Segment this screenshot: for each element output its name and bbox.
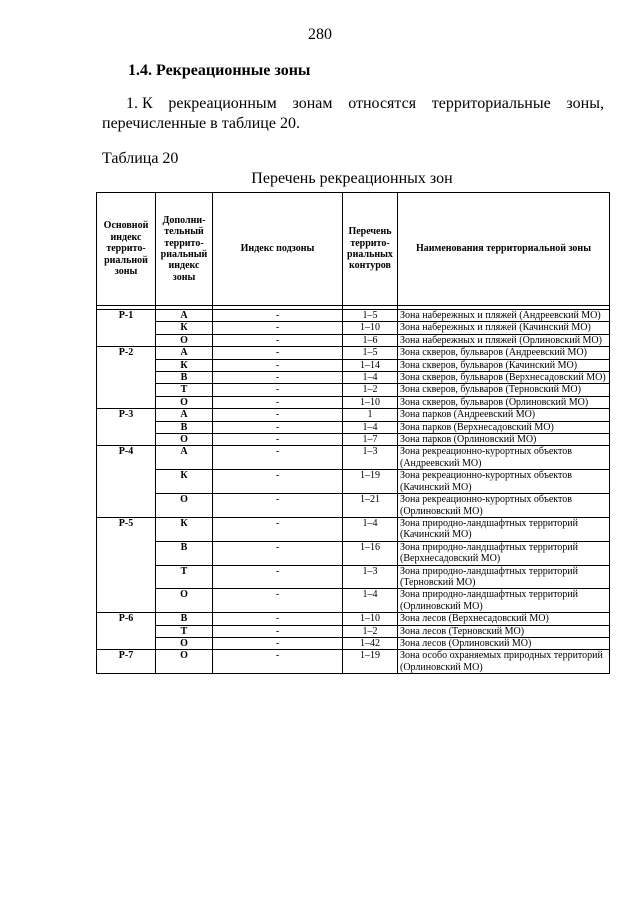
- subzone-index-cell: -: [213, 434, 343, 446]
- table-row: [97, 347, 610, 359]
- subzone-index-cell: -: [213, 565, 343, 589]
- main-index-cell: Р-2: [97, 347, 156, 409]
- table-row: [97, 334, 610, 346]
- zone-name-cell: Зона природно-ландшафтных территорий (Терновский МО): [398, 565, 610, 589]
- zone-name-cell: Зона природно-ландшафтных территорий (Верхнесадовский МО): [398, 541, 610, 565]
- table-row: [97, 470, 610, 494]
- table-row: [97, 494, 610, 518]
- additional-index-cell: К: [156, 359, 213, 371]
- subzone-index-cell: -: [213, 613, 343, 625]
- header-additional-index: Дополни-тельный террито-риальный индекс зоны: [156, 193, 213, 306]
- paragraph-word: зоны,: [566, 95, 604, 112]
- subzone-index-cell: -: [213, 589, 343, 613]
- paragraph-word: 1. К: [126, 95, 153, 112]
- header-main-index: Основной индекс террито-риальной зоны: [97, 193, 156, 306]
- header-zone-name: Наименования территориальной зоны: [398, 193, 610, 306]
- contour-count-cell: 1–19: [343, 650, 398, 674]
- table-row: [97, 396, 610, 408]
- contour-count-cell: 1–4: [343, 589, 398, 613]
- header-subzone-index: Индекс подзоны: [213, 193, 343, 306]
- zone-name-cell: Зона парков (Орлиновский МО): [398, 434, 610, 446]
- additional-index-cell: А: [156, 347, 213, 359]
- table-row: [97, 384, 610, 396]
- table-row: [97, 322, 610, 334]
- zone-name-cell: Зона набережных и пляжей (Качинский МО): [398, 322, 610, 334]
- zone-name-cell: Зона лесов (Орлиновский МО): [398, 637, 610, 649]
- subzone-index-cell: -: [213, 322, 343, 334]
- main-index-cell: Р-6: [97, 613, 156, 650]
- subzone-index-cell: -: [213, 384, 343, 396]
- section-title: 1.4. Рекреационные зоны: [128, 62, 311, 79]
- subzone-index-cell: -: [213, 625, 343, 637]
- contour-count-cell: 1–10: [343, 613, 398, 625]
- contour-count-cell: 1–7: [343, 434, 398, 446]
- zone-name-cell: Зона набережных и пляжей (Андреевский МО): [398, 310, 610, 322]
- subzone-index-cell: -: [213, 650, 343, 674]
- table-label: Таблица 20: [102, 150, 179, 167]
- additional-index-cell: К: [156, 470, 213, 494]
- subzone-index-cell: -: [213, 334, 343, 346]
- subzone-index-cell: -: [213, 396, 343, 408]
- subzone-index-cell: -: [213, 470, 343, 494]
- additional-index-cell: О: [156, 334, 213, 346]
- subzone-index-cell: -: [213, 637, 343, 649]
- subzone-index-cell: -: [213, 517, 343, 541]
- table-row: [97, 517, 610, 541]
- table-row: [97, 613, 610, 625]
- contour-count-cell: 1–3: [343, 446, 398, 470]
- subzone-index-cell: -: [213, 421, 343, 433]
- page-number: 280: [308, 26, 332, 43]
- table-body: [97, 306, 610, 674]
- additional-index-cell: О: [156, 434, 213, 446]
- additional-index-cell: Т: [156, 384, 213, 396]
- additional-index-cell: А: [156, 310, 213, 322]
- zone-name-cell: Зона скверов, бульваров (Верхнесадовский МО): [398, 372, 610, 384]
- table-row: [97, 446, 610, 470]
- additional-index-cell: А: [156, 409, 213, 421]
- additional-index-cell: О: [156, 494, 213, 518]
- contour-count-cell: 1–4: [343, 372, 398, 384]
- contour-count-cell: 1–14: [343, 359, 398, 371]
- zone-name-cell: Зона лесов (Терновский МО): [398, 625, 610, 637]
- zone-name-cell: Зона природно-ландшафтных территорий (Качинский МО): [398, 517, 610, 541]
- table-row: [97, 541, 610, 565]
- main-index-cell: Р-4: [97, 446, 156, 517]
- zone-name-cell: Зона набережных и пляжей (Орлиновский МО): [398, 334, 610, 346]
- main-index-cell: Р-3: [97, 409, 156, 446]
- paragraph-word: территориальные: [431, 95, 551, 112]
- zone-name-cell: Зона парков (Верхнесадовский МО): [398, 421, 610, 433]
- paragraph-word: рекреационным: [168, 95, 277, 112]
- contour-count-cell: 1–21: [343, 494, 398, 518]
- zone-name-cell: Зона особо охраняемых природных территорий (Орлиновский МО): [398, 650, 610, 674]
- subzone-index-cell: -: [213, 409, 343, 421]
- additional-index-cell: В: [156, 372, 213, 384]
- zone-name-cell: Зона рекреационно-курортных объектов (Андреевский МО): [398, 446, 610, 470]
- main-index-cell: Р-1: [97, 310, 156, 347]
- contour-count-cell: 1–2: [343, 625, 398, 637]
- zone-name-cell: Зона рекреационно-курортных объектов (Орлиновский МО): [398, 494, 610, 518]
- zone-name-cell: Зона природно-ландшафтных территорий (Орлиновский МО): [398, 589, 610, 613]
- additional-index-cell: А: [156, 446, 213, 470]
- additional-index-cell: Т: [156, 565, 213, 589]
- table-row: [97, 565, 610, 589]
- paragraph-line-2: перечисленные в таблице 20.: [102, 115, 300, 132]
- table-row: [97, 409, 610, 421]
- zone-name-cell: Зона скверов, бульваров (Орлиновский МО): [398, 396, 610, 408]
- paragraph-line-1: [102, 94, 604, 114]
- subzone-index-cell: -: [213, 359, 343, 371]
- additional-index-cell: О: [156, 650, 213, 674]
- intro-paragraph: [102, 94, 604, 134]
- contour-count-cell: 1–5: [343, 347, 398, 359]
- additional-index-cell: О: [156, 637, 213, 649]
- additional-index-cell: В: [156, 541, 213, 565]
- additional-index-cell: В: [156, 613, 213, 625]
- zone-name-cell: Зона рекреационно-курортных объектов (Качинский МО): [398, 470, 610, 494]
- table-row: [97, 359, 610, 371]
- zone-name-cell: Зона парков (Андреевский МО): [398, 409, 610, 421]
- main-index-cell: Р-7: [97, 650, 156, 674]
- additional-index-cell: О: [156, 589, 213, 613]
- additional-index-cell: К: [156, 322, 213, 334]
- header-contour-list: Перечень террито-риальных контуров: [343, 193, 398, 306]
- subzone-index-cell: -: [213, 372, 343, 384]
- contour-count-cell: 1–16: [343, 541, 398, 565]
- table-row: [97, 434, 610, 446]
- paragraph-word: зонам: [292, 95, 333, 112]
- zone-name-cell: Зона скверов, бульваров (Андреевский МО): [398, 347, 610, 359]
- contour-count-cell: 1–10: [343, 322, 398, 334]
- subzone-index-cell: -: [213, 347, 343, 359]
- contour-count-cell: 1–5: [343, 310, 398, 322]
- additional-index-cell: К: [156, 517, 213, 541]
- recreation-zones-table: [96, 192, 610, 674]
- table-row: [97, 625, 610, 637]
- table-row: [97, 310, 610, 322]
- table-row: [97, 650, 610, 674]
- contour-count-cell: 1–42: [343, 637, 398, 649]
- additional-index-cell: В: [156, 421, 213, 433]
- contour-count-cell: 1–19: [343, 470, 398, 494]
- contour-count-cell: 1–2: [343, 384, 398, 396]
- table-row: [97, 637, 610, 649]
- contour-count-cell: 1–3: [343, 565, 398, 589]
- additional-index-cell: Т: [156, 625, 213, 637]
- table-row: [97, 421, 610, 433]
- table-header-row: [97, 193, 610, 306]
- main-index-cell: Р-5: [97, 517, 156, 612]
- zone-name-cell: Зона скверов, бульваров (Терновский МО): [398, 384, 610, 396]
- contour-count-cell: 1–4: [343, 421, 398, 433]
- subzone-index-cell: -: [213, 541, 343, 565]
- subzone-index-cell: -: [213, 446, 343, 470]
- table-row: [97, 372, 610, 384]
- contour-count-cell: 1: [343, 409, 398, 421]
- contour-count-cell: 1–6: [343, 334, 398, 346]
- subzone-index-cell: -: [213, 494, 343, 518]
- contour-count-cell: 1–4: [343, 517, 398, 541]
- table-row: [97, 589, 610, 613]
- additional-index-cell: О: [156, 396, 213, 408]
- contour-count-cell: 1–10: [343, 396, 398, 408]
- table-caption: Перечень рекреационных зон: [251, 170, 453, 187]
- zone-name-cell: Зона скверов, бульваров (Качинский МО): [398, 359, 610, 371]
- paragraph-word: относятся: [348, 95, 417, 112]
- zone-name-cell: Зона лесов (Верхнесадовский МО): [398, 613, 610, 625]
- subzone-index-cell: -: [213, 310, 343, 322]
